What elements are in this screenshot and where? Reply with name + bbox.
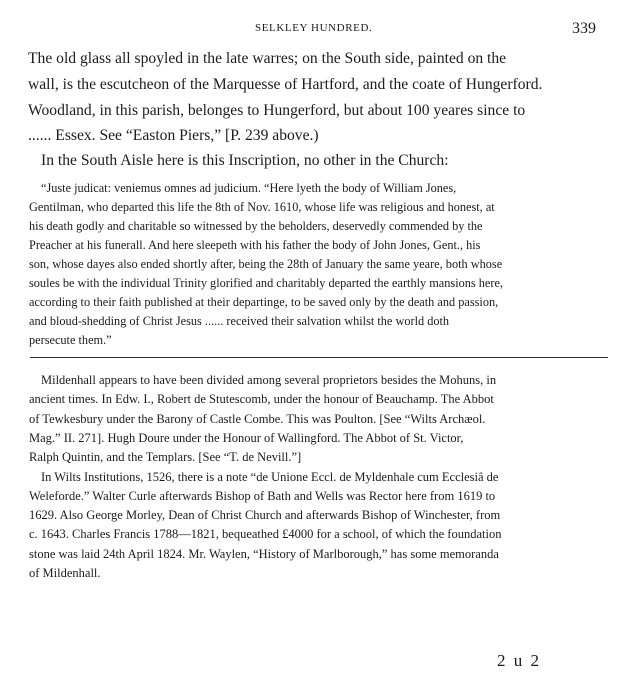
inscription-line: his death godly and charitable so witnessed by the beholders, deservedly commended by the bbox=[29, 219, 483, 233]
inscription-line: according to their faith published at their departinge, to be saved only by the death and passion, bbox=[29, 295, 499, 309]
page-header bbox=[0, 20, 630, 40]
inscription-line: Gentilman, who departed this life the 8th of Nov. 1610, whose life was religious and honest, at bbox=[29, 200, 495, 214]
note-line: of Mildenhall. bbox=[29, 566, 101, 580]
text-line: wall, is the escutcheon of the Marquesse of Hartford, and the coate of Hungerford. bbox=[28, 76, 543, 93]
inscription-line: and bloud-shedding of Christ Jesus ...... received their salvation whilst the world doth bbox=[29, 314, 450, 328]
text-line: The old glass all spoyled in the late warres; on the South side, painted on the bbox=[28, 50, 507, 67]
text-line: Woodland, in this parish, belonges to Hungerford, but about 100 yeares since to bbox=[28, 102, 526, 119]
note-line: Mag.” II. 271]. Hugh Doure under the Honour of Wallingford. The Abbot of St. Victor, bbox=[29, 431, 464, 445]
inscription-line: persecute them.” bbox=[29, 333, 112, 347]
text-line: In the South Aisle here is this Inscription, no other in the Church: bbox=[41, 152, 449, 169]
note-line: 1629. Also George Morley, Dean of Christ Church and afterwards Bishop of Winchester, from bbox=[29, 508, 501, 522]
note-line: Ralph Quintin, and the Templars. [See “T. de Nevill.”] bbox=[29, 450, 302, 464]
note-line: Weleforde.” Walter Curle afterwards Bishop of Bath and Wells was Rector here from 1619 to bbox=[29, 489, 496, 503]
inscription-line: “Juste judicat: veniemus omnes ad judicium. “Here lyeth the body of William Jones, bbox=[41, 181, 457, 195]
note-line: c. 1643. Charles Francis 1788—1821, bequeathed £4000 for a school, of which the foundation bbox=[29, 527, 502, 541]
note-line: ancient times. In Edw. I., Robert de Stutescomb, under the honour of Beauchamp. The Abbot bbox=[29, 392, 494, 406]
inscription-line: son, whose dayes also ended shortly after, being the 28th of January the same yeare, both whose bbox=[29, 257, 503, 271]
text-line: ...... Essex. See “Easton Piers,” [P. 239 above.) bbox=[28, 127, 319, 144]
note-line: Mildenhall appears to have been divided among several proprietors besides the Mohuns, in bbox=[41, 373, 497, 387]
note-line: stone was laid 24th April 1824. Mr. Waylen, “History of Marlborough,” has some memoranda bbox=[29, 547, 499, 561]
running-head: SELKLEY HUNDRED. bbox=[255, 22, 373, 34]
note-line: In Wilts Institutions, 1526, there is a note “de Unione Eccl. de Myldenhale cum Ecclesiâ de bbox=[41, 470, 499, 484]
signature-mark: 2 u 2 bbox=[497, 651, 541, 670]
page-number: 339 bbox=[572, 20, 596, 37]
inscription-line: soules be with the individual Trinity glorified and charitably departed the earthly mansions here, bbox=[29, 276, 504, 290]
divider-rule bbox=[30, 357, 608, 358]
inscription-line: Preacher at his funerall. And here sleepeth with his father the body of John Jones, Gent., his bbox=[29, 238, 481, 252]
note-line: of Tewkesbury under the Barony of Castle Combe. This was Poulton. [See “Wilts Archæol. bbox=[29, 412, 486, 426]
